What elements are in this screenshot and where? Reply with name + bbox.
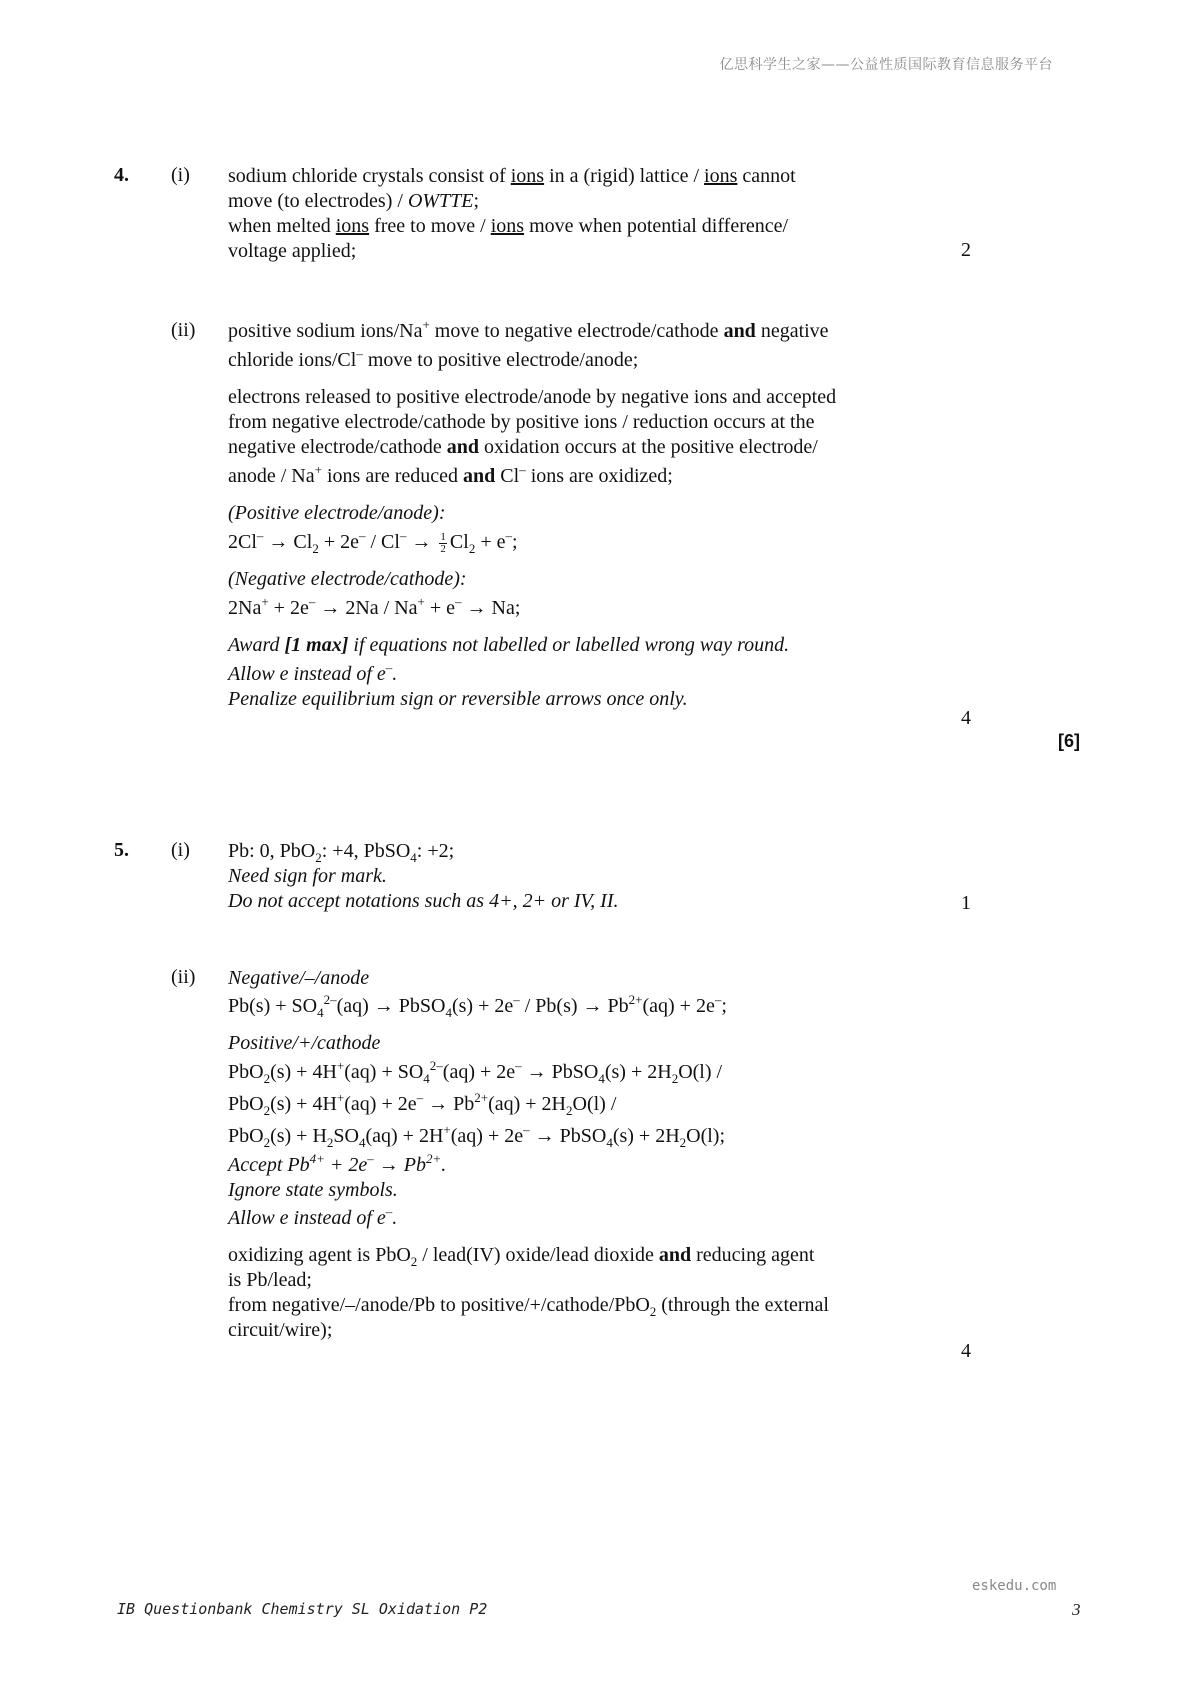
q4-part-i-label: (i) [171,164,190,186]
anode-half-equation: $Pb(s) + SO_4^{2-}(aq)$ → PbSO$_4$(s) + $2e^- / Pb(s) \to Pb^{2+}(aq) + 2e^-$; [228,992,727,1020]
q4-part-i-answer: sodium chloride crystals consist of ions in a (rigid) lattice / ions cannot move (to electrodes) / OWTTE; when melted ions free to move / ions move when potential difference/ voltage applied; [228,165,796,262]
footer-site: eskedu.com [972,1578,1057,1594]
q5-part-ii-mark: 4 [961,1340,971,1362]
footer-page-number: 3 [1072,1600,1081,1619]
q5-part-ii-label: (ii) [171,966,196,988]
q5-part-ii-answer: Negative/–/anode $Pb(s) + SO_4^{2-}(aq)$ → PbSO$_4$(s) + $2e^- / Pb(s) \to Pb^{2+}(aq) + 2e^-$; Positive/+/cathode $PbO_2(s) + 4H^+(aq) + SO_4^{2-}(aq) + 2e^-$ → PbSO$_4$(s) + $2H_2O(l)$ / $PbO_2(s) + 4H^+(aq) + 2e^- \to Pb^{2+}(aq) + 2H_2O(l)$ / $PbO_2(s) + H_2SO_4(aq) + 2H^+(aq) + 2e^-$ → PbSO$_4$(s) + $2H_2O(l)$; Accept $Pb^{4+} + 2e^- \to Pb^{2+}$. Ignore state symbols. Allow e instead of e–. oxidizing agent is PbO$_2$ / lead(IV) oxide/lead dioxide and reducing agent is Pb/lead; from negative/–/anode/Pb to positive/+/cathode/PbO$_2$ (through the external circuit/wire); [228,966,928,1343]
q5-part-i-answer: Pb: 0, PbO$_2$: +4, PbSO$_4$: +2; Need sign for mark. Do not accept notations such as 4+, 2+ or IV, II. [228,840,619,912]
q4-part-ii-mark: 4 [961,707,971,729]
cathode-heading: (Negative electrode/cathode): [228,568,467,590]
positive-electrode-heading: Positive/+/cathode [228,1032,381,1054]
q5-part-i-label: (i) [171,839,190,861]
q5-part-i-mark: 1 [961,892,971,914]
cathode-equation-3: $PbO_2(s) + H_2SO_4(aq) + 2H^+(aq) + 2e^-$ → PbSO$_4$(s) + $2H_2O(l)$; [228,1122,726,1150]
cathode-equation: 2Na+ + 2e– → 2Na / Na+ + e– → Na; [228,594,521,619]
question-4-number: 4. [114,164,129,186]
negative-electrode-heading: Negative/–/anode [228,967,370,989]
anode-equation: $2Cl^- \to Cl_2 + 2e^- / Cl^-$ → $\frac{1}{2}$ $Cl_2 + e^-$; [228,528,518,556]
q4-part-ii-answer: positive sodium ions/Na+ move to negative electrode/cathode and negative chloride ions/Cl– move to positive electrode/anode; electrons released to positive electrode/anode by negative ions and accepted from negative electrode/cathode by positive ions / reduction occurs at the negative electrode/cathode and oxidation occurs at the positive electrode/ anode / Na+ ions are reduced and Cl– ions are oxidized; (Positive electrode/anode): $2Cl^- \to Cl_2 + 2e^- / Cl^-$ → $\frac{1}{2}$ $Cl_2 + e^-$; (Negative electrode/cathode): 2Na+ + 2e– → 2Na / Na+ + e– → Na; Award [1 max] if equations not labelled or labelled wrong way round. Allow e instead of e–. Penalize equilibrium sign or reversible arrows once only. [228,319,928,712]
header-site-title: 亿思科学生之家——公益性质国际教育信息服务平台 [719,57,1053,73]
q4-part-ii-label: (ii) [171,319,196,341]
cathode-equation-1: $PbO_2(s) + 4H^+(aq) + SO_4^{2-}(aq) + 2e^-$ → PbSO$_4$(s) + $2H_2O(l)$ / [228,1058,723,1086]
anode-heading: (Positive electrode/anode): [228,502,446,524]
q4-part-i-mark: 2 [961,239,971,261]
question-5-number: 5. [114,839,129,861]
one-half-fraction: $\frac{1}{2}$ [440,530,446,555]
q4-total-marks: [6] [1058,731,1080,751]
cathode-equation-2: $PbO_2(s) + 4H^+(aq) + 2e^- \to Pb^{2+}(aq) + 2H_2O(l)$ / [228,1090,617,1118]
footer-document-title: IB Questionbank Chemistry SL Oxidation P2 [117,1600,488,1618]
